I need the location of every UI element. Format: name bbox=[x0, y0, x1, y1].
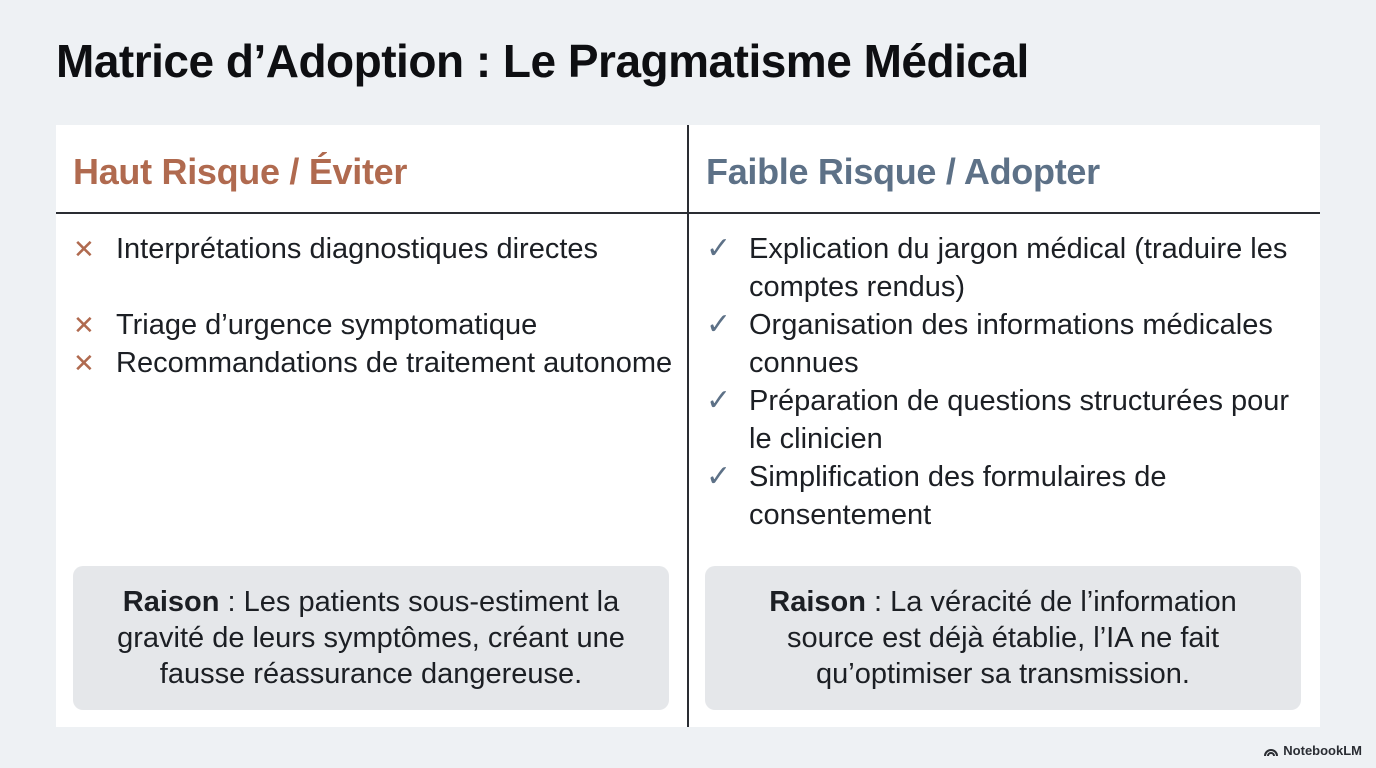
list-item-text: Triage d’urgence symptomatique bbox=[116, 309, 538, 341]
check-mark-icon: ✓ bbox=[706, 384, 732, 417]
low-risk-reason-box bbox=[705, 566, 1301, 710]
list-item-text: Organisation des informations médicales connues bbox=[749, 309, 1273, 379]
notebooklm-icon bbox=[1263, 745, 1279, 757]
brand-name: NotebookLM bbox=[1283, 743, 1362, 758]
low-risk-column bbox=[689, 125, 1320, 727]
reason-label: Raison bbox=[122, 586, 220, 618]
adoption-matrix bbox=[56, 125, 1320, 727]
reason-text: : Les patients sous-estiment la gravité de leurs symptômes, créant une fausse réassurance dangereuse. bbox=[117, 586, 625, 690]
list-item bbox=[73, 344, 673, 382]
reason-text: : La véracité de l’information source est déjà établie, l’IA ne fait qu’optimiser sa transmission. bbox=[786, 586, 1237, 690]
check-mark-icon: ✓ bbox=[706, 232, 732, 265]
list-item-text: Préparation de questions structurées pour le clinicien bbox=[749, 385, 1290, 455]
list-item-text: Interprétations diagnostiques directes bbox=[116, 233, 599, 265]
list-item bbox=[73, 306, 673, 344]
list-item bbox=[706, 230, 1306, 306]
x-mark-icon: ✕ bbox=[73, 234, 95, 264]
check-mark-icon: ✓ bbox=[706, 308, 732, 341]
high-risk-list bbox=[73, 230, 673, 382]
check-mark-icon: ✓ bbox=[706, 460, 732, 493]
list-item-text: Explication du jargon médical (traduire les comptes rendus) bbox=[749, 233, 1288, 303]
high-risk-column bbox=[56, 125, 687, 727]
page-title: Matrice d’Adoption : Le Pragmatisme Médical bbox=[56, 35, 1029, 87]
list-item bbox=[706, 458, 1306, 534]
high-risk-heading: Haut Risque / Éviter bbox=[73, 151, 408, 192]
x-mark-icon: ✕ bbox=[73, 310, 95, 340]
list-item-text: Simplification des formulaires de consentement bbox=[749, 461, 1167, 531]
list-item bbox=[73, 230, 673, 268]
list-item-text: Recommandations de traitement autonome bbox=[116, 347, 673, 379]
list-item bbox=[706, 306, 1306, 382]
x-mark-icon: ✕ bbox=[73, 348, 95, 378]
low-risk-heading: Faible Risque / Adopter bbox=[706, 151, 1100, 192]
notebooklm-logo bbox=[1263, 743, 1362, 758]
high-risk-reason-box bbox=[73, 566, 669, 710]
reason-label: Raison bbox=[769, 586, 866, 618]
list-item bbox=[706, 382, 1306, 458]
low-risk-list bbox=[706, 230, 1306, 534]
